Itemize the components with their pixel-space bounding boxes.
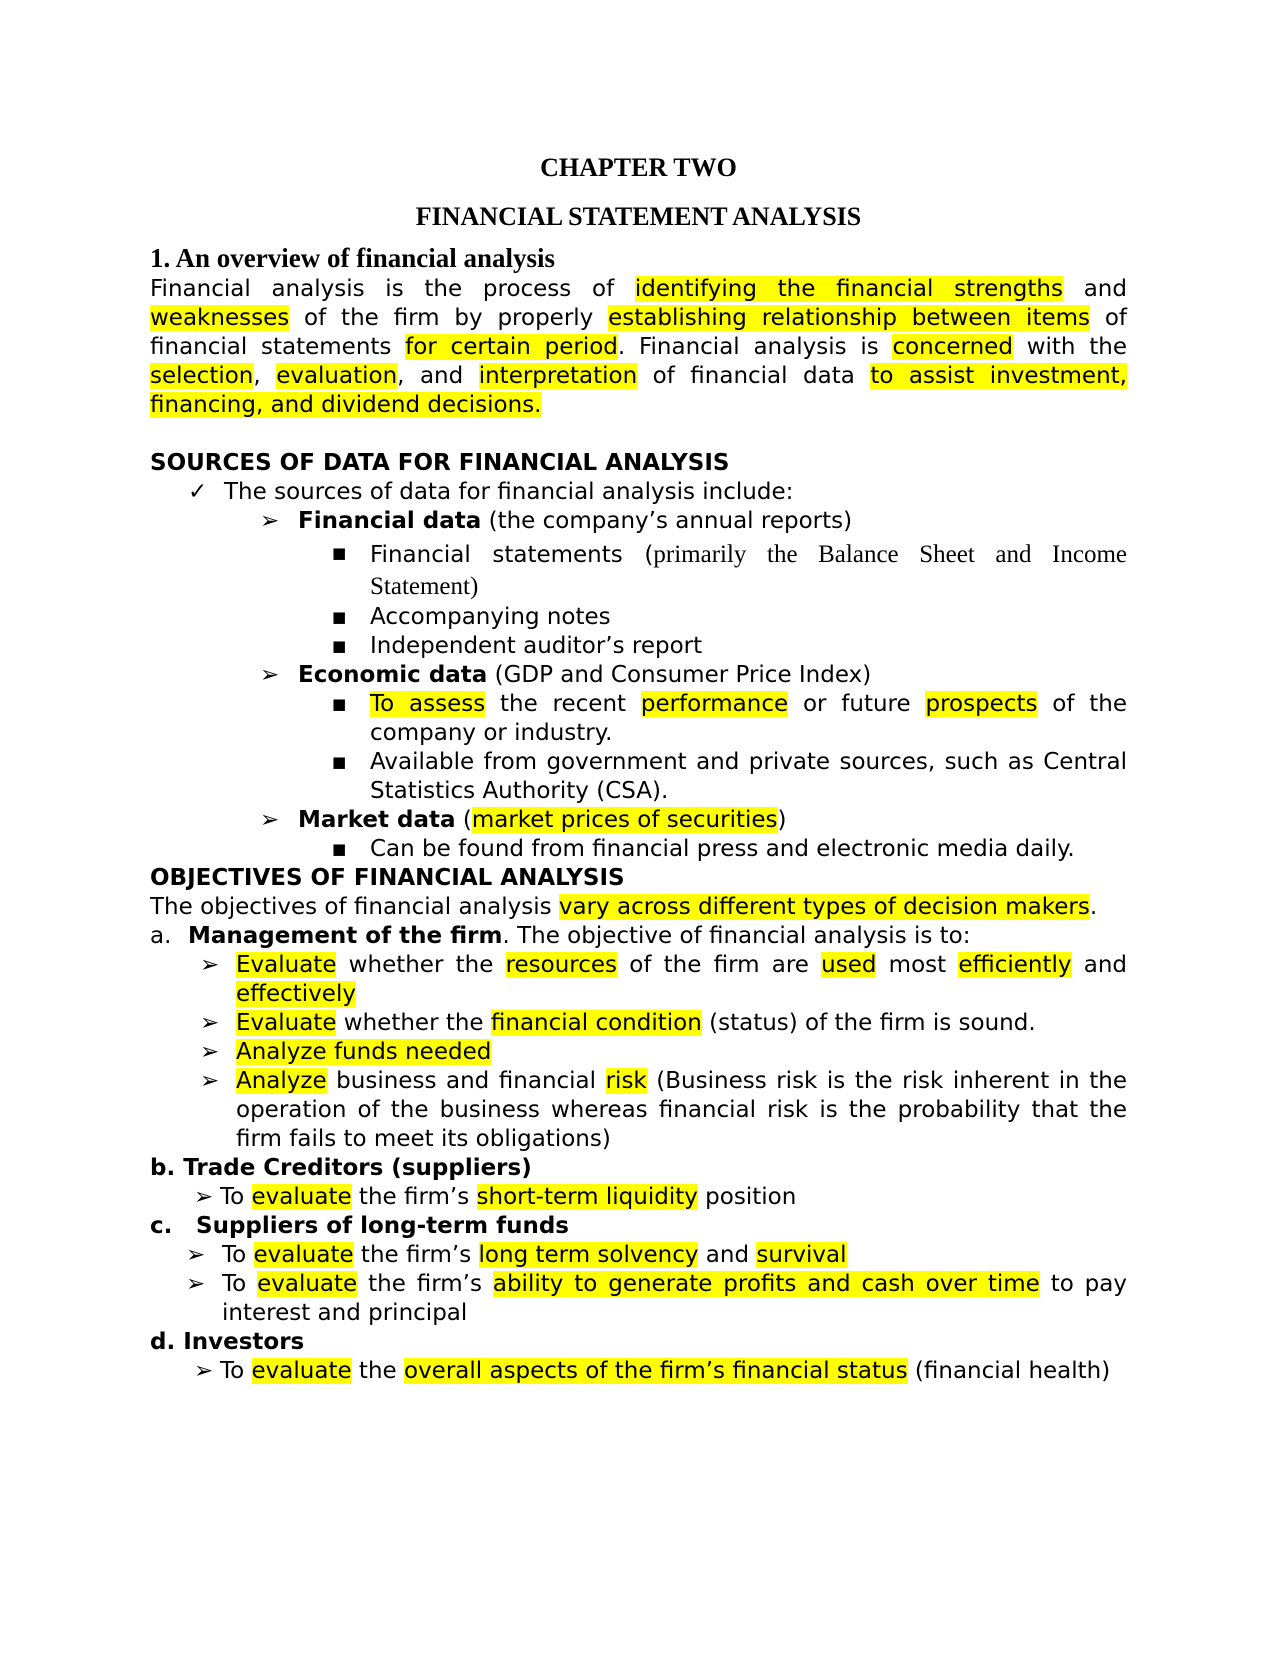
square-bullet-icon: ■ [332, 608, 347, 626]
highlight: efficiently [958, 952, 1072, 978]
highlight: Evaluate [236, 1010, 337, 1036]
highlight: evaluate [251, 1358, 352, 1384]
highlight: risk [605, 1068, 647, 1094]
check-icon: ✓ [188, 479, 208, 505]
arrow-bullet-icon: ➢ [260, 508, 280, 534]
highlight: evaluate [257, 1271, 358, 1297]
highlight: used [821, 952, 877, 978]
list-item: ■ Accompanying notes [332, 604, 611, 630]
arrow-bullet-icon: ➢ [194, 1184, 214, 1210]
list-item: ➢ To evaluate the firm’s long term solvency and survival [186, 1242, 847, 1268]
highlight: to assist investment, financing, and dividend decisions. [150, 363, 1127, 418]
objective-c-heading: c. Suppliers of long-term funds [150, 1213, 569, 1239]
chapter-title: FINANCIAL STATEMENT ANALYSIS [415, 202, 862, 231]
list-item: ➢ Financial data (the company’s annual reports) [260, 508, 853, 534]
highlight: identifying the financial strengths [634, 276, 1063, 302]
square-bullet-icon: ■ [332, 753, 347, 771]
arrow-bullet-icon: ➢ [186, 1242, 206, 1268]
highlight: for certain period [405, 334, 618, 360]
list-item: ➢ Evaluate whether the financial condition (status) of the firm is sound. [200, 1010, 1036, 1036]
square-bullet-icon: ■ [332, 544, 347, 562]
objective-a: a. Management of the firm. The objective of financial analysis is to: [150, 923, 971, 949]
arrow-bullet-icon: ➢ [194, 1358, 214, 1384]
highlight: survival [756, 1242, 847, 1268]
highlight: selection [150, 363, 254, 389]
arrow-bullet-icon: ➢ [200, 1010, 220, 1036]
arrow-bullet-icon: ➢ [186, 1271, 206, 1297]
highlight: To assess [370, 691, 486, 717]
highlight: evaluate [251, 1184, 352, 1210]
objectives-heading: OBJECTIVES OF FINANCIAL ANALYSIS [150, 865, 625, 891]
list-item: ➢ To evaluate the overall aspects of the firm’s financial status (financial health) [194, 1358, 1111, 1384]
list-item: ■ Financial statements (primarily the Balance Sheet and Income Statement) [150, 539, 1127, 603]
list-item: ✓ The sources of data for financial analysis include: [188, 479, 794, 505]
square-bullet-icon: ■ [332, 840, 347, 858]
arrow-bullet-icon: ➢ [200, 1068, 220, 1094]
highlight: performance [640, 691, 789, 717]
document-page [150, 148, 1127, 1386]
highlight: Evaluate [236, 952, 337, 978]
highlight: resources [505, 952, 618, 978]
arrow-bullet-icon: ➢ [260, 807, 280, 833]
list-item: ➢ Evaluate whether the resources of the firm are used most efficiently and effectively [200, 952, 1127, 1007]
highlight: evaluate [253, 1242, 354, 1268]
list-item: ➢ To evaluate the firm’s ability to generate profits and cash over time to pay interest and principal [186, 1271, 1127, 1326]
highlight: establishing relationship between items [608, 305, 1091, 331]
objectives-intro: The objectives of financial analysis vary across different types of decision makers. [150, 894, 1098, 920]
highlight: weaknesses [150, 305, 290, 331]
highlight: short-term liquidity [476, 1184, 698, 1210]
list-item: ➢ Economic data (GDP and Consumer Price Index) [260, 662, 872, 688]
highlight: effectively [236, 981, 356, 1007]
highlight: Analyze funds needed [236, 1039, 492, 1065]
objective-d-heading: d. Investors [150, 1329, 305, 1355]
square-bullet-icon: ■ [332, 637, 347, 655]
arrow-bullet-icon: ➢ [200, 952, 220, 978]
sources-heading: SOURCES OF DATA FOR FINANCIAL ANALYSIS [150, 450, 730, 476]
list-item: ➢ Market data (market prices of securities) [260, 807, 787, 833]
chapter-label: CHAPTER TWO [540, 153, 737, 182]
list-item: ➢ Analyze business and financial risk (Business risk is the risk inherent in the operation of the business whereas financial risk is the probability that the firm fails to meet its obligations) [200, 1068, 1128, 1152]
objective-b-heading: b. Trade Creditors (suppliers) [150, 1155, 532, 1181]
highlight: overall aspects of the firm’s financial status [404, 1358, 908, 1384]
highlight: prospects [925, 691, 1038, 717]
highlight: long term solvency [478, 1242, 699, 1268]
highlight: interpretation [478, 363, 638, 389]
square-bullet-icon: ■ [332, 695, 347, 713]
arrow-bullet-icon: ➢ [260, 662, 280, 688]
list-item: ■ To assess the recent performance or future prospects of the company or industry. [332, 691, 1128, 746]
highlight: vary across different types of decision makers [558, 894, 1090, 920]
list-item: ■ Available from government and private sources, such as Central Statistics Authority (CSA). [332, 749, 1127, 804]
list-item: ➢ To evaluate the firm’s short-term liquidity position [194, 1184, 797, 1210]
highlight: evaluation [276, 363, 398, 389]
overview-paragraph: Financial analysis is the process of identifying the financial strengths and weaknesses of the firm by properly establishing relationship between items of financial statements for certain period. Financial analysis is concerned with the selection, evaluation, and interpretation of financial data to assist investment, financing, and dividend decisions. [150, 276, 1128, 418]
highlight: Analyze [236, 1068, 327, 1094]
list-item: ■ Independent auditor’s report [332, 633, 703, 659]
highlight: financial condition [490, 1010, 702, 1036]
highlight: market prices of securities [471, 807, 778, 833]
list-item: ■ Can be found from financial press and electronic media daily. [332, 836, 1075, 862]
arrow-bullet-icon: ➢ [200, 1039, 220, 1065]
highlight: concerned [892, 334, 1013, 360]
overview-heading: 1. An overview of financial analysis [150, 243, 556, 273]
list-item [150, 1038, 1127, 1067]
highlight: ability to generate profits and cash over time [492, 1271, 1040, 1297]
